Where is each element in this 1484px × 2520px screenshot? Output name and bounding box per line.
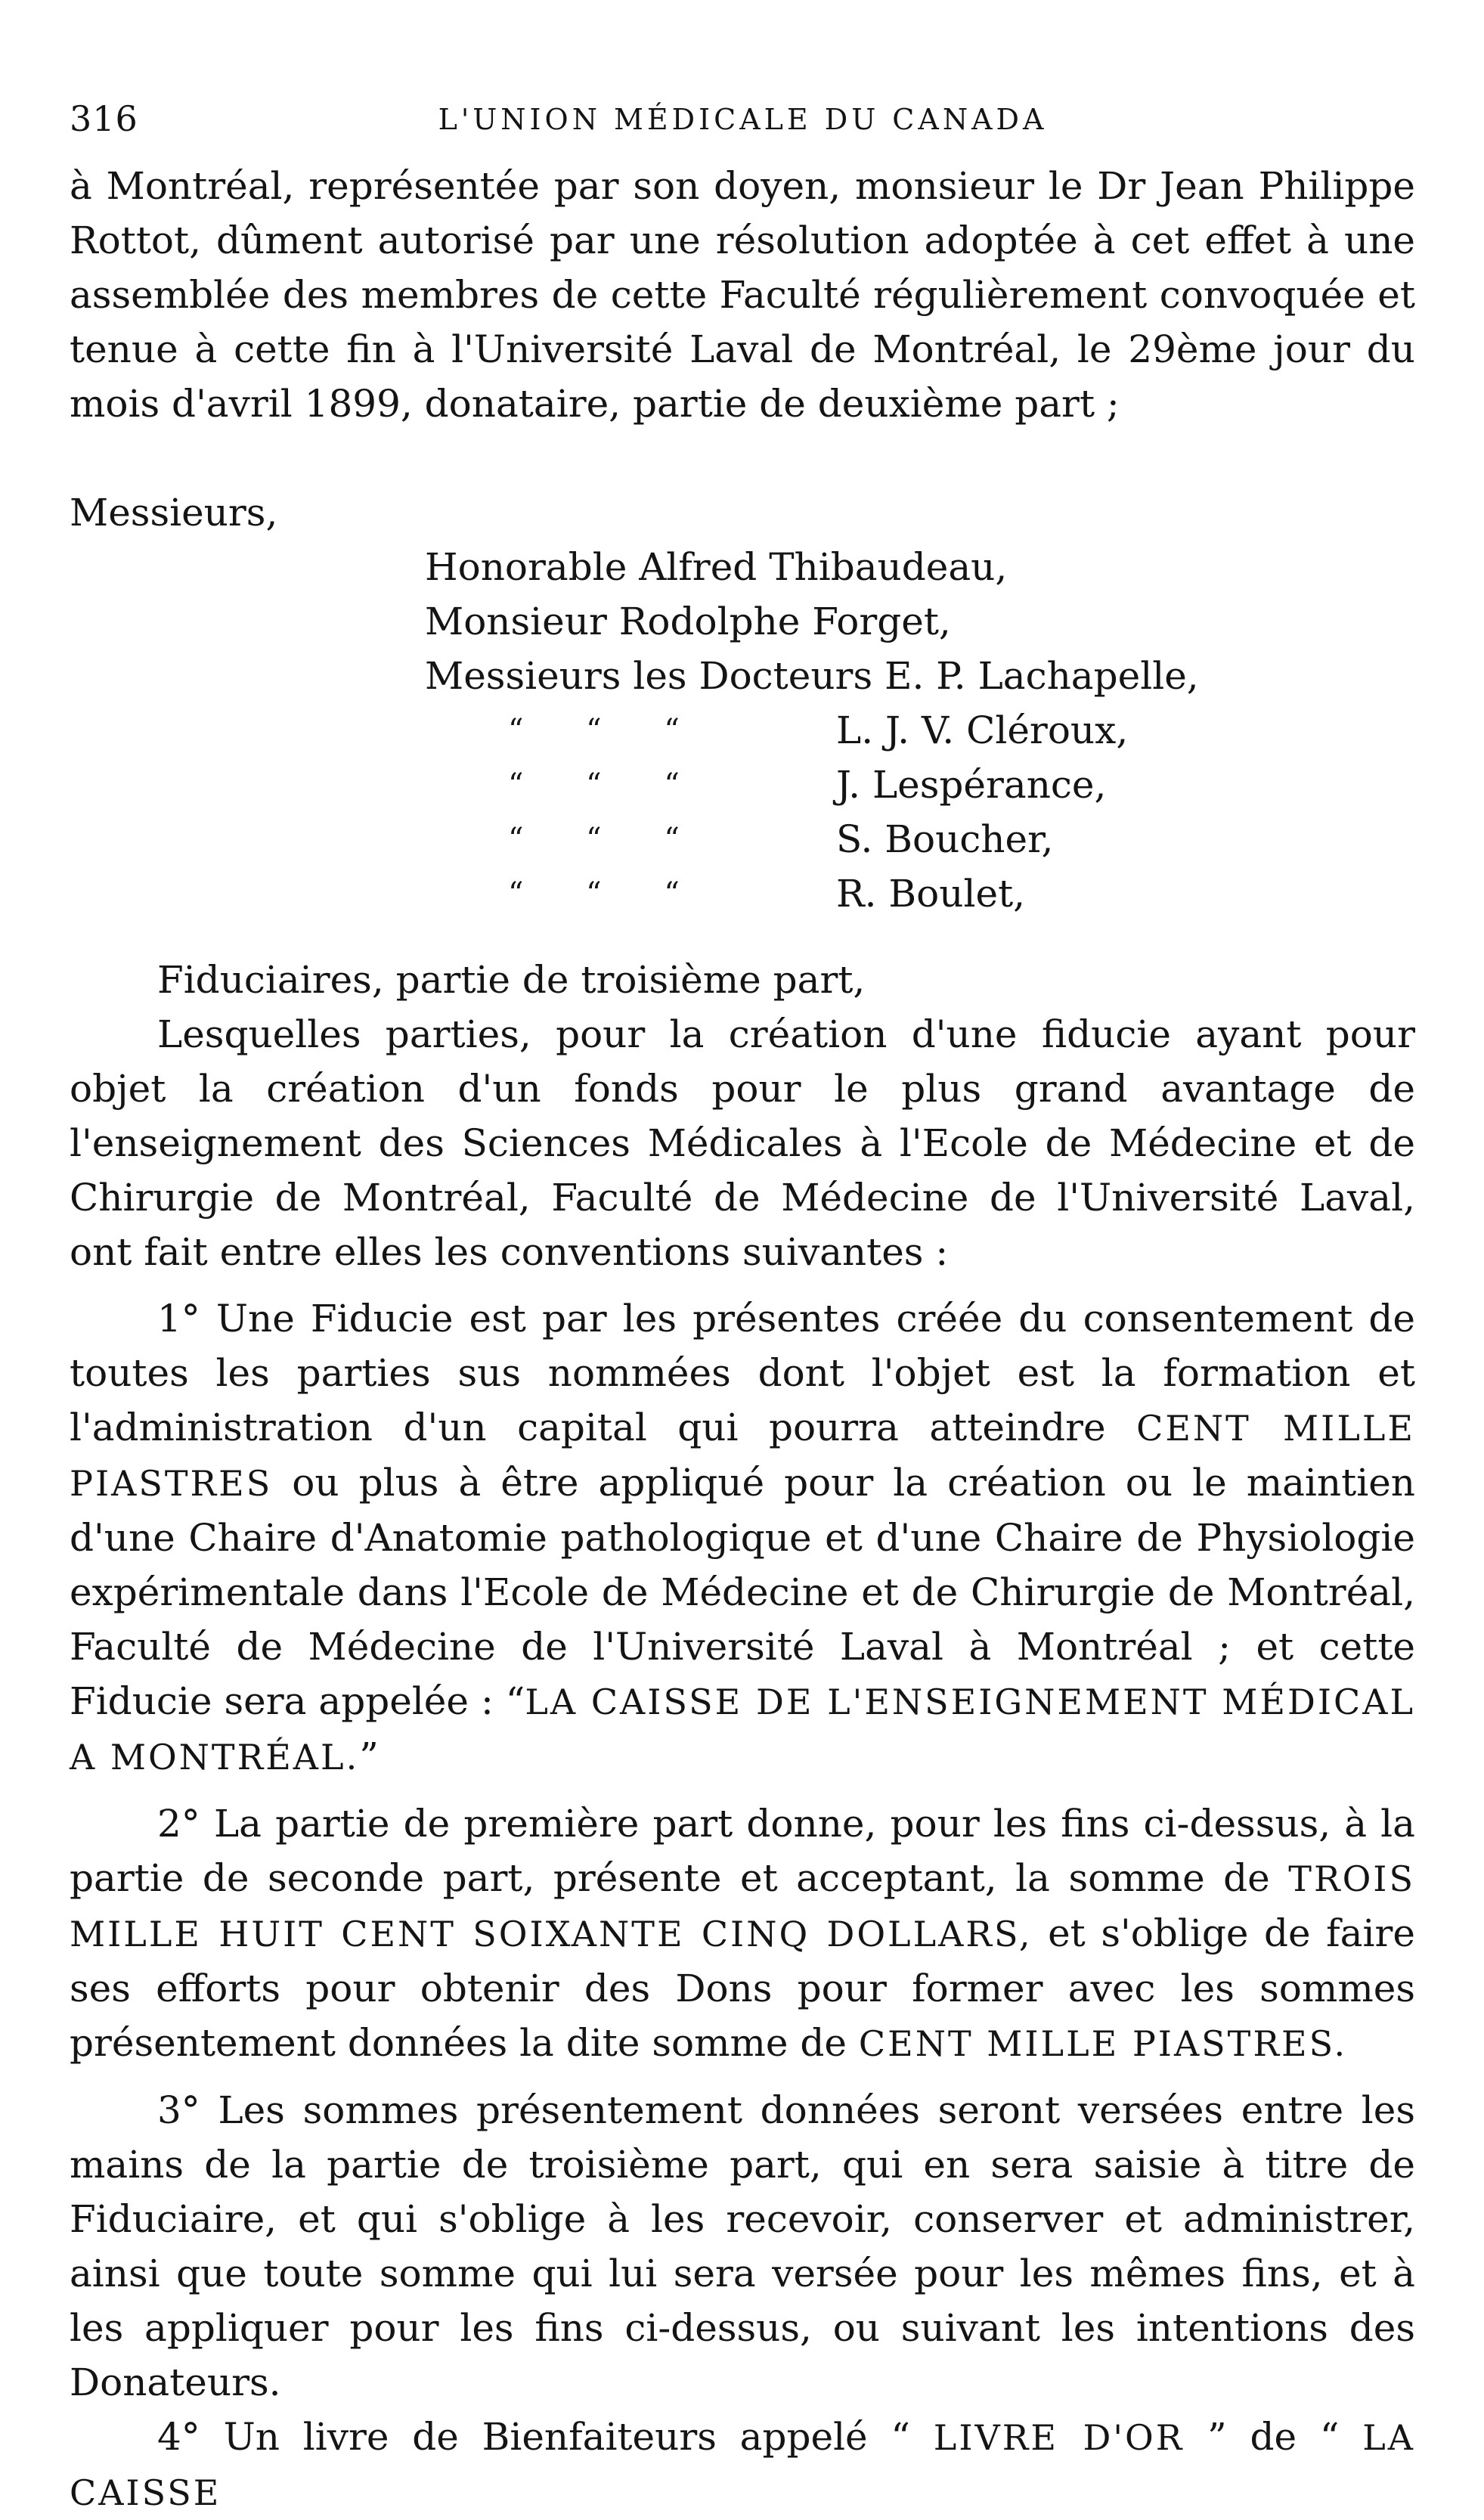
trustee-name: L. J. V. Cléroux, xyxy=(836,708,1129,752)
article-4-text: 4° Un livre de Bienfaiteurs appelé “ xyxy=(157,2415,910,2459)
article-2-text: 2° La partie de première part donne, pour les fins ci-dessus, à la partie de seconde part, présente et acceptant, la somme de xyxy=(70,1802,1415,1900)
article-4 xyxy=(70,2410,1415,2520)
article-1-amount: CENT MILLE PIASTRES xyxy=(70,1408,1415,1504)
article-2-amount: TROIS MILLE HUIT CENT SOIXANTE CINQ DOLLARS, xyxy=(70,1858,1415,1954)
article-2-target-amount: CENT MILLE PIASTRES. xyxy=(858,2023,1348,2064)
article-1-fund-name: LA CAISSE DE L'ENSEIGNEMENT MÉDICAL A MONTRÉAL. xyxy=(70,1682,1415,1778)
trustee-name: R. Boulet, xyxy=(836,872,1026,916)
intro-paragraph: à Montréal, représentée par son doyen, monsieur le Dr Jean Philippe Rottot, dûment autorisé par une résolution adoptée à cet effet à une assemblée des membres de cette Faculté régulièrement convoquée et tenue à cette fin à l'Université Laval de Montréal, le 29ème jour du mois d'avril 1899, donataire, partie de deuxième part ; xyxy=(70,164,1415,426)
trustee-name: S. Boucher, xyxy=(836,817,1054,861)
article-1-text: ” xyxy=(359,1734,379,1778)
ditto-marks: “ “ “ xyxy=(508,822,680,857)
messieurs-salutation: Messieurs, xyxy=(70,491,278,535)
page-number: 316 xyxy=(70,98,138,139)
trustees-list xyxy=(425,540,1415,921)
ditto-line xyxy=(425,703,1415,758)
trustee-line: Honorable Alfred Thibaudeau, xyxy=(425,545,1008,589)
ditto-marks: “ “ “ xyxy=(508,876,680,911)
article-3: 3° Les sommes présentement données seront versées entre les mains de la partie de troisième part, qui en sera saisie à titre de Fiduciaire, et qui s'oblige à les recevoir, conserver et administrer, ainsi que toute somme qui lui sera versée pour les mêmes fins, et à les appliquer pour les fins ci-dessus, ou suivant les intentions des Donateurs. xyxy=(70,2088,1415,2404)
trustee-name: J. Lespérance, xyxy=(836,763,1107,807)
ditto-marks: “ “ “ xyxy=(508,713,680,748)
ditto-line xyxy=(425,758,1415,812)
running-title: L'UNION MÉDICALE DU CANADA xyxy=(438,103,1048,136)
article-4-fund-name: LA CAISSE xyxy=(70,2417,1416,2513)
ditto-line xyxy=(425,812,1415,866)
article-2-text: et s'oblige de faire ses efforts pour obtenir des Dons pour former avec les sommes présentement données la dite somme de xyxy=(70,1911,1415,2065)
trustee-line: Messieurs les Docteurs E. P. Lachapelle, xyxy=(425,654,1199,698)
article-4-book-name: LIVRE D'OR xyxy=(933,2417,1185,2458)
document-body xyxy=(70,159,1415,2520)
ditto-marks: “ “ “ xyxy=(508,767,680,802)
article-1-text: ou plus à être appliqué pour la création ou le maintien d'une Chaire d'Anatomie pathologique et d'une Chaire de Physiologie expérimentale dans l'Ecole de Médecine et de Chirurgie de Montréal, Faculté de Médecine de l'Université Laval à Montréal ; et cette Fiducie sera appelée : “ xyxy=(70,1461,1415,1723)
article-2 xyxy=(70,1796,1415,2071)
article-1-text: 1° Une Fiducie est par les présentes créée du consentement de toutes les parties sus nommées dont l'objet est la formation et l'administration d'un capital qui pourra atteindre xyxy=(70,1297,1415,1449)
fiduciaires-paragraph: Fiduciaires, partie de troisième part, xyxy=(157,958,866,1002)
article-4-text: ” de “ xyxy=(1207,2415,1340,2459)
article-1 xyxy=(70,1291,1415,1784)
trustee-line: Monsieur Rodolphe Forget, xyxy=(425,600,951,643)
lesquelles-paragraph: Lesquelles parties, pour la création d'une fiducie ayant pour objet la création d'un fonds pour le plus grand avantage de l'enseignement des Sciences Médicales à l'Ecole de Médecine et de Chirurgie de Montréal, Faculté de Médecine de l'Université Laval, ont fait entre elles les conventions suivantes : xyxy=(70,1012,1415,1274)
ditto-line xyxy=(425,866,1415,921)
page-header xyxy=(70,98,1416,144)
